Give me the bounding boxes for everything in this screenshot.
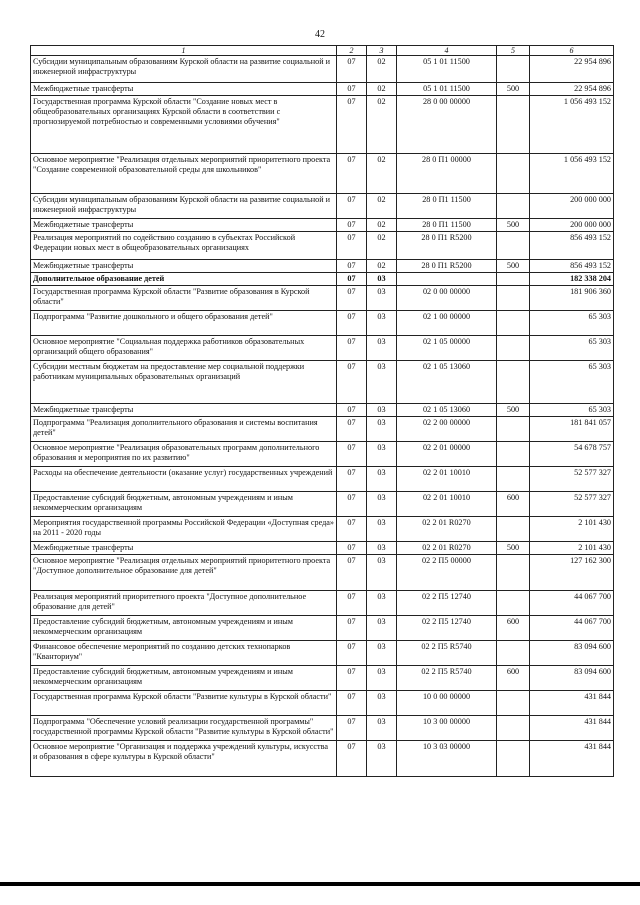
row-amount: 52 577 327	[530, 492, 614, 517]
table-row	[31, 232, 614, 260]
table-row	[31, 467, 614, 492]
col-header-amount: 6	[530, 46, 614, 56]
row-amount: 44 067 700	[530, 616, 614, 641]
row-amount: 431 844	[530, 691, 614, 716]
row-amount: 200 000 000	[530, 194, 614, 219]
row-expense-type	[497, 555, 530, 591]
row-expense-type	[497, 286, 530, 311]
row-subsection: 03	[367, 641, 397, 666]
table-row	[31, 311, 614, 336]
row-amount: 200 000 000	[530, 219, 614, 232]
row-name: Предоставление субсидий бюджетным, автономным учреждениям и иным некоммерческим организациям	[31, 666, 337, 691]
row-section: 07	[337, 591, 367, 616]
table-row	[31, 336, 614, 361]
budget-table	[30, 45, 614, 777]
table-row	[31, 492, 614, 517]
row-expense-type	[497, 442, 530, 467]
table-row	[31, 56, 614, 83]
row-target-code: 10 0 00 00000	[397, 691, 497, 716]
row-expense-type	[497, 691, 530, 716]
table-row	[31, 616, 614, 641]
row-name: Реализация мероприятий приоритетного проекта "Доступное дополнительное образование для детей"	[31, 591, 337, 616]
row-name: Расходы на обеспечение деятельности (оказание услуг) государственных учреждений	[31, 467, 337, 492]
row-name: Основное мероприятие "Реализация образовательных программ дополнительного образования и мероприятия по их развитию"	[31, 442, 337, 467]
row-subsection: 03	[367, 716, 397, 741]
row-amount: 65 303	[530, 404, 614, 417]
row-subsection: 02	[367, 219, 397, 232]
row-subsection: 03	[367, 417, 397, 442]
row-subsection: 03	[367, 286, 397, 311]
page-number: 42	[315, 29, 325, 40]
row-subsection: 02	[367, 194, 397, 219]
table-row	[31, 194, 614, 219]
row-name: Государственная программа Курской области "Развитие образования в Курской области"	[31, 286, 337, 311]
row-section: 07	[337, 741, 367, 777]
row-section: 07	[337, 417, 367, 442]
row-expense-type	[497, 591, 530, 616]
row-name: Государственная программа Курской области "Создание новых мест в общеобразовательных организациях Курской области в соответствии с прогнозируемой потребностью и современными условиями обучения"	[31, 96, 337, 154]
row-section: 07	[337, 641, 367, 666]
row-name: Межбюджетные трансферты	[31, 219, 337, 232]
row-subsection: 03	[367, 492, 397, 517]
row-amount: 54 678 757	[530, 442, 614, 467]
row-expense-type: 500	[497, 260, 530, 273]
row-name: Предоставление субсидий бюджетным, автономным учреждениям и иным некоммерческим организациям	[31, 616, 337, 641]
row-expense-type	[497, 361, 530, 404]
row-subsection: 02	[367, 83, 397, 96]
row-section: 07	[337, 555, 367, 591]
row-section: 07	[337, 273, 367, 286]
row-amount: 22 954 896	[530, 56, 614, 83]
row-section: 07	[337, 336, 367, 361]
row-section: 07	[337, 716, 367, 741]
table-row	[31, 83, 614, 96]
row-section: 07	[337, 442, 367, 467]
row-subsection: 02	[367, 232, 397, 260]
row-name: Субсидии местным бюджетам на предоставление мер социальной поддержки работникам муниципальных образовательных организаций	[31, 361, 337, 404]
table-row	[31, 219, 614, 232]
row-amount: 83 094 600	[530, 641, 614, 666]
bottom-rule	[0, 882, 640, 886]
row-expense-type	[497, 232, 530, 260]
row-target-code: 02 2 П5 R5740	[397, 666, 497, 691]
row-name: Субсидии муниципальным образованиям Курской области на развитие социальной и инженерной инфраструктуры	[31, 56, 337, 83]
row-section: 07	[337, 467, 367, 492]
table-row	[31, 96, 614, 154]
row-expense-type	[497, 273, 530, 286]
row-target-code: 02 1 05 13060	[397, 404, 497, 417]
row-section: 07	[337, 219, 367, 232]
row-expense-type: 500	[497, 83, 530, 96]
row-name: Подпрограмма "Обеспечение условий реализации государственной программы" государственной программы Курской области "Развитие культуры в Курской области"	[31, 716, 337, 741]
row-target-code: 10 3 00 00000	[397, 716, 497, 741]
row-name: Подпрограмма "Реализация дополнительного образования и системы воспитания детей"	[31, 417, 337, 442]
row-subsection: 03	[367, 273, 397, 286]
row-section: 07	[337, 361, 367, 404]
row-section: 07	[337, 492, 367, 517]
row-amount: 856 493 152	[530, 232, 614, 260]
row-section: 07	[337, 666, 367, 691]
row-name: Основное мероприятие "Реализация отдельных мероприятий приоритетного проекта "Создание современной образовательной среды для школьников"	[31, 154, 337, 194]
row-target-code: 02 2 01 10010	[397, 492, 497, 517]
row-subsection: 03	[367, 361, 397, 404]
row-subsection: 03	[367, 666, 397, 691]
table-row	[31, 716, 614, 741]
row-expense-type	[497, 716, 530, 741]
row-section: 07	[337, 56, 367, 83]
row-target-code: 28 0 П1 00000	[397, 154, 497, 194]
row-name: Подпрограмма "Развитие дошкольного и общего образования детей"	[31, 311, 337, 336]
row-target-code: 02 1 05 00000	[397, 336, 497, 361]
row-name: Основное мероприятие "Организация и поддержка учреждений культуры, искусства и образования в сфере культуры в Курской области"	[31, 741, 337, 777]
row-subsection: 02	[367, 154, 397, 194]
row-name: Государственная программа Курской области "Развитие культуры в Курской области"	[31, 691, 337, 716]
table-row	[31, 741, 614, 777]
row-target-code: 02 2 П5 R5740	[397, 641, 497, 666]
row-name: Реализация мероприятий по содействию созданию в субъектах Российской Федерации новых мест в общеобразовательных организациях	[31, 232, 337, 260]
row-expense-type: 600	[497, 492, 530, 517]
row-target-code: 05 1 01 11500	[397, 83, 497, 96]
row-target-code: 02 2 01 10010	[397, 467, 497, 492]
row-target-code: 02 2 01 R0270	[397, 542, 497, 555]
row-target-code: 28 0 П1 11500	[397, 194, 497, 219]
row-target-code: 02 2 00 00000	[397, 417, 497, 442]
row-section: 07	[337, 616, 367, 641]
row-target-code	[397, 273, 497, 286]
row-expense-type: 500	[497, 219, 530, 232]
row-subsection: 03	[367, 442, 397, 467]
row-name: Основное мероприятие "Реализация отдельных мероприятий приоритетного проекта "Доступное дополнительное образование для детей"	[31, 555, 337, 591]
table-header-row	[31, 46, 614, 56]
row-subsection: 02	[367, 96, 397, 154]
row-amount: 182 338 204	[530, 273, 614, 286]
row-expense-type	[497, 641, 530, 666]
row-section: 07	[337, 542, 367, 555]
row-expense-type	[497, 154, 530, 194]
row-amount: 181 906 360	[530, 286, 614, 311]
row-expense-type: 500	[497, 404, 530, 417]
row-name: Предоставление субсидий бюджетным, автономным учреждениям и иным некоммерческим организациям	[31, 492, 337, 517]
table-row	[31, 273, 614, 286]
col-header-subsection: 3	[367, 46, 397, 56]
row-subsection: 03	[367, 691, 397, 716]
row-subsection: 03	[367, 741, 397, 777]
table-row	[31, 691, 614, 716]
row-section: 07	[337, 691, 367, 716]
table-row	[31, 641, 614, 666]
table-row	[31, 517, 614, 542]
row-subsection: 03	[367, 555, 397, 591]
row-expense-type	[497, 311, 530, 336]
table-row	[31, 361, 614, 404]
row-target-code: 02 2 01 R0270	[397, 517, 497, 542]
row-expense-type	[497, 467, 530, 492]
row-name: Межбюджетные трансферты	[31, 83, 337, 96]
row-section: 07	[337, 96, 367, 154]
row-subsection: 02	[367, 260, 397, 273]
row-subsection: 03	[367, 467, 397, 492]
row-amount: 65 303	[530, 336, 614, 361]
table-row	[31, 666, 614, 691]
table-row	[31, 154, 614, 194]
col-header-section: 2	[337, 46, 367, 56]
row-expense-type	[497, 417, 530, 442]
table-row	[31, 286, 614, 311]
row-target-code: 28 0 П1 11500	[397, 219, 497, 232]
row-subsection: 02	[367, 56, 397, 83]
row-section: 07	[337, 517, 367, 542]
row-name: Мероприятия государственной программы Российской Федерации «Доступная среда» на 2011 - 2020 годы	[31, 517, 337, 542]
row-target-code: 02 2 01 00000	[397, 442, 497, 467]
row-section: 07	[337, 232, 367, 260]
table-row	[31, 260, 614, 273]
row-target-code: 02 1 05 13060	[397, 361, 497, 404]
row-section: 07	[337, 286, 367, 311]
row-amount: 2 101 430	[530, 517, 614, 542]
row-target-code: 02 2 П5 12740	[397, 616, 497, 641]
row-target-code: 05 1 01 11500	[397, 56, 497, 83]
row-amount: 22 954 896	[530, 83, 614, 96]
row-amount: 1 056 493 152	[530, 96, 614, 154]
row-name: Межбюджетные трансферты	[31, 404, 337, 417]
table-row	[31, 404, 614, 417]
row-amount: 431 844	[530, 741, 614, 777]
row-target-code: 02 0 00 00000	[397, 286, 497, 311]
row-target-code: 02 1 00 00000	[397, 311, 497, 336]
table-row	[31, 442, 614, 467]
row-expense-type	[497, 96, 530, 154]
row-section: 07	[337, 83, 367, 96]
row-subsection: 03	[367, 542, 397, 555]
row-amount: 44 067 700	[530, 591, 614, 616]
row-expense-type	[497, 517, 530, 542]
row-target-code: 10 3 03 00000	[397, 741, 497, 777]
row-amount: 856 493 152	[530, 260, 614, 273]
row-expense-type	[497, 194, 530, 219]
row-subsection: 03	[367, 311, 397, 336]
row-expense-type: 600	[497, 666, 530, 691]
row-section: 07	[337, 404, 367, 417]
row-target-code: 02 2 П5 12740	[397, 591, 497, 616]
row-amount: 83 094 600	[530, 666, 614, 691]
row-subsection: 03	[367, 591, 397, 616]
row-target-code: 28 0 00 00000	[397, 96, 497, 154]
row-target-code: 28 0 П1 R5200	[397, 260, 497, 273]
col-header-target-code: 4	[397, 46, 497, 56]
row-section: 07	[337, 154, 367, 194]
table-row	[31, 417, 614, 442]
row-amount: 2 101 430	[530, 542, 614, 555]
row-expense-type	[497, 336, 530, 361]
row-amount: 1 056 493 152	[530, 154, 614, 194]
table-row	[31, 591, 614, 616]
row-amount: 127 162 300	[530, 555, 614, 591]
row-expense-type	[497, 741, 530, 777]
row-target-code: 28 0 П1 R5200	[397, 232, 497, 260]
table-row	[31, 555, 614, 591]
row-expense-type: 600	[497, 616, 530, 641]
row-amount: 181 841 057	[530, 417, 614, 442]
row-subsection: 03	[367, 616, 397, 641]
row-name: Дополнительное образование детей	[31, 273, 337, 286]
col-header-expense-type: 5	[497, 46, 530, 56]
row-target-code: 02 2 П5 00000	[397, 555, 497, 591]
row-subsection: 03	[367, 336, 397, 361]
row-name: Межбюджетные трансферты	[31, 260, 337, 273]
row-name: Основное мероприятие "Социальная поддержка работников образовательных организаций общего образования"	[31, 336, 337, 361]
row-name: Межбюджетные трансферты	[31, 542, 337, 555]
row-section: 07	[337, 311, 367, 336]
row-name: Финансовое обеспечение мероприятий по созданию детских технопарков "Кванториум"	[31, 641, 337, 666]
row-expense-type	[497, 56, 530, 83]
table-body	[31, 56, 614, 777]
table-row	[31, 542, 614, 555]
row-subsection: 03	[367, 517, 397, 542]
row-name: Субсидии муниципальным образованиям Курской области на развитие социальной и инженерной инфраструктуры	[31, 194, 337, 219]
row-subsection: 03	[367, 404, 397, 417]
row-amount: 65 303	[530, 361, 614, 404]
col-header-name: 1	[31, 46, 337, 56]
row-section: 07	[337, 260, 367, 273]
row-amount: 65 303	[530, 311, 614, 336]
row-expense-type: 500	[497, 542, 530, 555]
row-amount: 431 844	[530, 716, 614, 741]
row-amount: 52 577 327	[530, 467, 614, 492]
row-section: 07	[337, 194, 367, 219]
